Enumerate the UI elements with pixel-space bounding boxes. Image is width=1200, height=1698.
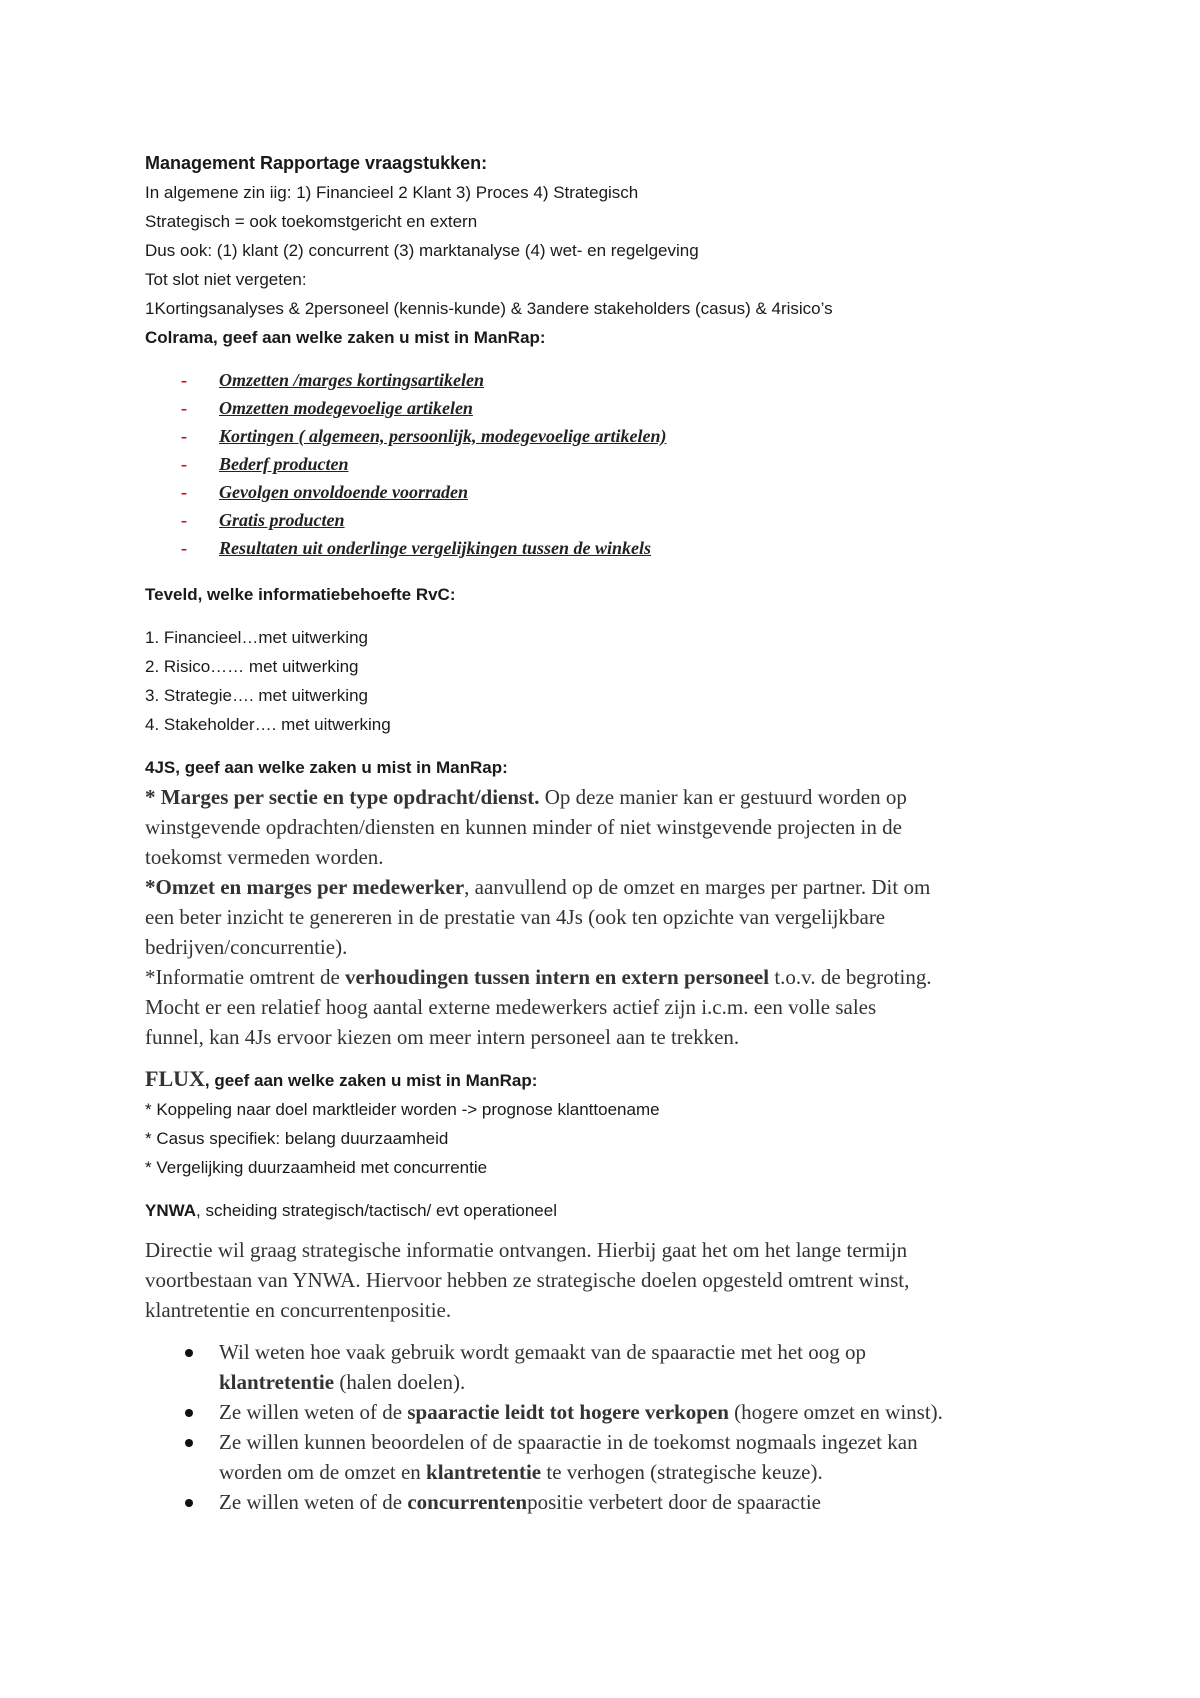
list-item: 4. Stakeholder…. met uitwerking bbox=[145, 715, 391, 734]
list-item: - Gevolgen onvoldoende voorraden bbox=[145, 478, 1065, 506]
list-item: - Kortingen ( algemeen, persoonlijk, modegevoelige artikelen) bbox=[145, 422, 1065, 450]
list-item: * Casus specifiek: belang duurzaamheid bbox=[145, 1129, 449, 1148]
fourjs-point-3: verhoudingen tussen intern en extern personeel bbox=[345, 965, 770, 989]
intro-line: In algemene zin iig: 1) Financieel 2 Klant 3) Proces 4) Strategisch bbox=[145, 183, 639, 202]
teveld-list bbox=[145, 623, 1065, 739]
bullet-icon bbox=[185, 1409, 193, 1417]
list-item: - Bederf producten bbox=[145, 450, 1065, 478]
fourjs-point-2: *Omzet en marges per medewerker bbox=[145, 875, 465, 899]
list-item: * Koppeling naar doel marktleider worden -> prognose klanttoename bbox=[145, 1100, 660, 1119]
flux-heading: FLUX, geef aan welke zaken u mist in ManRap: bbox=[145, 1066, 538, 1091]
intro-block bbox=[145, 178, 1065, 352]
ynwa-bullets bbox=[145, 1337, 1065, 1517]
list-item: Wil weten hoe vaak gebruik wordt gemaakt van de spaaractie met het oog op klantretentie (halen doelen). bbox=[145, 1337, 1065, 1397]
list-item: 3. Strategie…. met uitwerking bbox=[145, 686, 368, 705]
bullet-icon bbox=[185, 1499, 193, 1507]
dash-marker: - bbox=[181, 426, 187, 446]
page-title: Management Rapportage vraagstukken: bbox=[145, 153, 488, 173]
dash-marker: - bbox=[181, 454, 187, 474]
list-item: - Omzetten /marges kortingsartikelen bbox=[145, 366, 1065, 394]
colrama-heading: Colrama, geef aan welke zaken u mist in ManRap: bbox=[145, 328, 546, 347]
list-item: 1. Financieel…met uitwerking bbox=[145, 628, 368, 647]
fourjs-point-1: * Marges per sectie en type opdracht/dienst. bbox=[145, 785, 540, 809]
fourjs-heading: 4JS, geef aan welke zaken u mist in ManRap: bbox=[145, 758, 508, 777]
intro-line: Dus ook: (1) klant (2) concurrent (3) marktanalyse (4) wet- en regelgeving bbox=[145, 241, 699, 260]
document-page bbox=[145, 148, 1065, 1517]
dash-marker: - bbox=[181, 398, 187, 418]
dash-marker: - bbox=[181, 482, 187, 502]
bullet-icon bbox=[185, 1349, 193, 1357]
list-item: - Omzetten modegevoelige artikelen bbox=[145, 394, 1065, 422]
list-item: 2. Risico…… met uitwerking bbox=[145, 657, 359, 676]
dash-marker: - bbox=[181, 510, 187, 530]
dash-marker: - bbox=[181, 538, 187, 558]
list-item: Ze willen weten of de spaaractie leidt tot hogere verkopen (hogere omzet en winst). bbox=[145, 1397, 1065, 1427]
teveld-heading: Teveld, welke informatiebehoefte RvC: bbox=[145, 585, 456, 604]
colrama-list bbox=[145, 366, 1065, 562]
ynwa-paragraph: Directie wil graag strategische informatie ontvangen. Hierbij gaat het om het lange termijn voortbestaan van YNWA. Hiervoor hebben ze strategische doelen opgesteld omtrent winst, klantretentie en concurrentenpositie. bbox=[145, 1238, 910, 1322]
bullet-icon bbox=[185, 1439, 193, 1447]
intro-line: Strategisch = ook toekomstgericht en extern bbox=[145, 212, 478, 231]
list-item: Ze willen weten of de concurrentenpositie verbetert door de spaaractie bbox=[145, 1487, 1065, 1517]
dash-marker: - bbox=[181, 370, 187, 390]
intro-line: 1Kortingsanalyses & 2personeel (kennis-kunde) & 3andere stakeholders (casus) & 4risico’s bbox=[145, 299, 833, 318]
intro-line: Tot slot niet vergeten: bbox=[145, 270, 307, 289]
fourjs-block: * Marges per sectie en type opdracht/dienst. Op deze manier kan er gestuurd worden op winstgevende opdrachten/diensten en kunnen minder of niet winstgevende projecten in de toekomst vermeden worden. *Omzet en marges per medewerker, aanvullend op de omzet en marges per partner. Dit om een beter inzicht te genereren in de prestatie van 4Js (ook ten opzichte van vergelijkbare bedrijven/concurrentie). *Informatie omtrent de verhoudingen tussen intern en extern personeel t.o.v. de begroting. Mocht er een relatief hoog aantal externe medewerkers actief zijn i.c.m. een volle sales funnel, kan 4Js ervoor kiezen om meer intern personeel aan te trekken. bbox=[145, 785, 932, 1049]
list-item: * Vergelijking duurzaamheid met concurrentie bbox=[145, 1158, 488, 1177]
list-item: - Gratis producten bbox=[145, 506, 1065, 534]
ynwa-heading: YNWA, scheiding strategisch/tactisch/ evt operationeel bbox=[145, 1201, 557, 1220]
list-item: - Resultaten uit onderlinge vergelijkingen tussen de winkels bbox=[145, 534, 1065, 562]
list-item: Ze willen kunnen beoordelen of de spaaractie in de toekomst nogmaals ingezet kan worden om de omzet en klantretentie te verhogen (strategische keuze). bbox=[145, 1427, 1065, 1487]
flux-list bbox=[145, 1095, 1065, 1182]
